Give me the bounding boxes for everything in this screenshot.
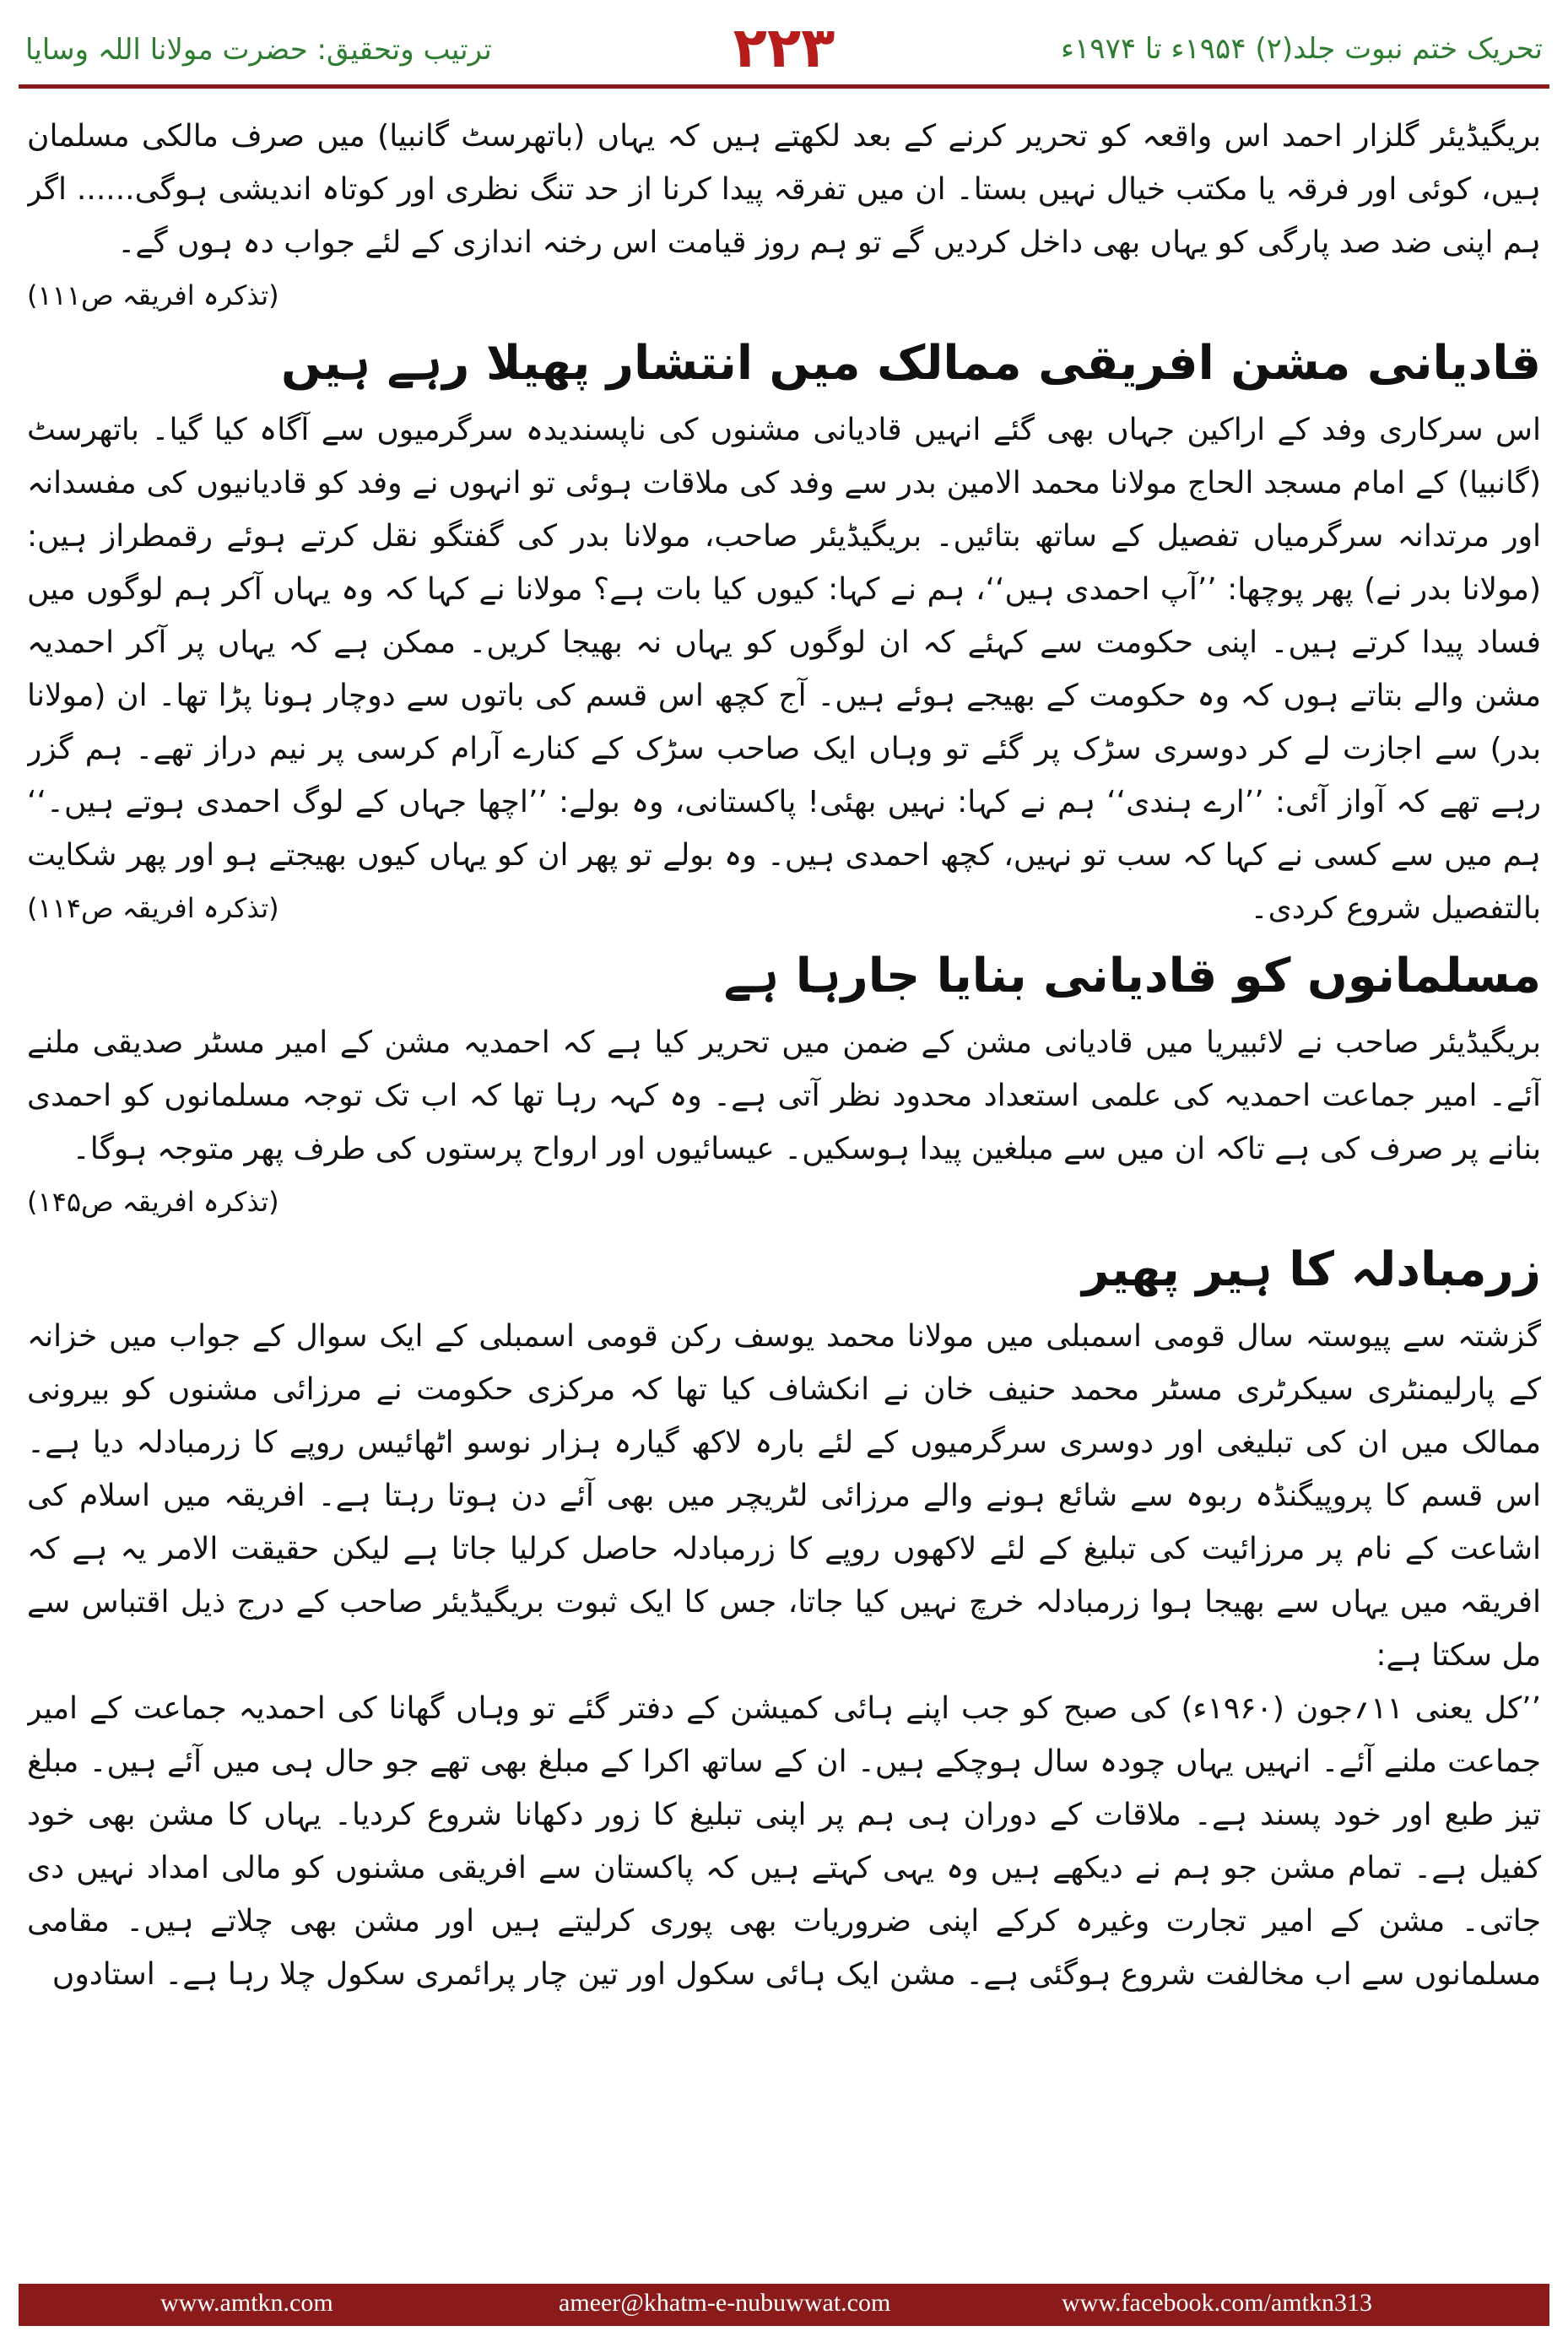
paragraph-text: ’’کل یعنی ۱۱؍جون (۱۹۶۰ء) کی صبح کو جب اپنے ہائی کمیشن کے دفتر گئے تو وہاں گھانا کی احمدیہ جماعت کے امیر جماعت ملنے آئے۔ انہیں یہاں چودہ سال ہوچکے ہیں۔ ان کے ساتھ اکرا کے مبلغ بھی تھے جو حال ہی میں آئے ہیں۔ مبلغ تیز طبع اور خود پسند ہے۔ ملاقات کے دوران ہی ہم پر اپنی تبلیغ کا زور دکھانا شروع کردیا۔ یہاں کا مشن بھی خود کفیل ہے۔ تمام مشن جو ہم نے دیکھے ہیں وہ یہی کہتے ہیں کہ پاکستان سے افریقی مشنوں کو مالی امداد نہیں دی جاتی۔ مشن کے امیر تجارت وغیرہ کرکے اپنی ضروریات بھی پوری کرلیتے ہیں اور مشن بھی چلاتے ہیں۔ مقامی مسلمانوں سے اب مخالفت شروع ہوگئی ہے۔ مشن ایک ہائی سکول اور تین چار پرائمری سکول چلا رہا ہے۔ استادوں [27,1691,1541,1992]
page-header [0,0,1568,93]
paragraph-text: بریگیڈیئر صاحب نے لائبیریا میں قادیانی مشن کے ضمن میں تحریر کیا ہے کہ احمدیہ مشن کے امیر مسٹر صدیقی ملنے آئے۔ امیر جماعت احمدیہ کی علمی استعداد محدود نظر آتی ہے۔ وہ کہہ رہا تھا کہ اب تک توجہ مسلمانوں کو احمدی بنانے پر صرف کی ہے تاکہ ان میں سے مبلغین پیدا ہوسکیں۔ عیسائیوں اور ارواح پرستوں کی طرف پھر متوجہ ہوگا۔ [27,1025,1541,1166]
paragraph-text: اس سرکاری وفد کے اراکین جہاں بھی گئے انہیں قادیانی مشنوں کی ناپسندیدہ سرگرمیوں سے آگاہ کیا گیا۔ باتھرسٹ (گانبیا) کے امام مسجد الحاج مولانا محمد الامین بدر سے وفد کی ملاقات ہوئی تو انہوں نے وفد کو قادیانیوں کی مفسدانہ اور مرتدانہ سرگرمیاں تفصیل کے ساتھ بتائیں۔ بریگیڈیئر صاحب، مولانا بدر کی گفتگو نقل کرتے ہوئے رقمطراز ہیں: (مولانا بدر نے) پھر پوچھا: ’’آپ احمدی ہیں‘‘، ہم نے کہا: کیوں کیا بات ہے؟ مولانا نے کہا کہ وہ یہاں آکر ہم لوگوں میں فساد پیدا کرتے ہیں۔ اپنی حکومت سے کہئے کہ ان لوگوں کو یہاں نہ بھیجا کریں۔ ممکن ہے کہ یہاں پر آکر احمدیہ مشن والے بتاتے ہوں کہ وہ حکومت کے بھیجے ہوئے ہیں۔ آج کچھ اس قسم کی باتوں سے دوچار ہونا پڑا تھا۔ ان (مولانا بدر) سے اجازت لے کر دوسری سڑک پر گئے تو وہاں ایک صاحب سڑک کے کنارے آرام کرسی پر نیم دراز تھے۔ ہم گزر رہے تھے کہ آواز آئی: ’’ارے ہندی‘‘ ہم نے کہا: نہیں بھئی! پاکستانی، وہ بولے: ’’اچھا جہاں کے لوگ احمدی ہوتے ہیں۔‘‘ ہم میں سے کسی نے کہا کہ سب تو نہیں، کچھ احمدی ہیں۔ وہ بولے تو پھر ان کو یہاں کیوں بھیجتے ہو اور پھر شکایت بالتفصیل شروع کردی۔ [27,413,1541,926]
email-link[interactable]: ameer@khatm-e-nubuwwat.com [559,2289,891,2317]
paragraph-text: بریگیڈیئر گلزار احمد اس واقعہ کو تحریر کرنے کے بعد لکھتے ہیں کہ یہاں (باتھرسٹ گانبیا) میں صرف مالکی مسلمان ہیں، کوئی اور فرقہ یا مکتب خیال نہیں بستا۔ ان میں تفرقہ پیدا کرنا از حد تنگ نظری اور کوتاہ اندیشی ہوگی...... اگر ہم اپنی ضد صد پارگی کو یہاں بھی داخل کردیں گے تو ہم روز قیامت اس رخنہ اندازی کے لئے جواب دہ ہوں گے۔ [27,119,1541,260]
paragraph [27,110,1541,311]
paragraph [27,1016,1541,1218]
facebook-link[interactable]: www.facebook.com/amtkn313 [1062,2289,1372,2317]
page-footer [19,2284,1549,2326]
quoted-paragraph [27,1682,1541,2001]
compiler-credit: ترتیب وتحقیق: حضرت مولانا اللہ وسایا [25,33,492,67]
paragraph-text: گزشتہ سے پیوستہ سال قومی اسمبلی میں مولانا محمد یوسف رکن قومی اسمبلی کے ایک سوال کے جواب میں خزانہ کے پارلیمنٹری سیکرٹری مسٹر محمد حنیف خان نے انکشاف کیا تھا کہ مرکزی حکومت نے مرزائی مشنوں کو بیرونی ممالک میں ان کی تبلیغی اور دوسری سرگرمیوں کے لئے بارہ لاکھ گیارہ ہزار نوسو اٹھائیس روپے کا زرمبادلہ دیا ہے۔ اس قسم کا پروپیگنڈہ ربوہ سے شائع ہونے والے مرزائی لٹریچر میں بھی آئے دن ہوتا رہتا ہے۔ افریقہ میں اسلام کی اشاعت کے نام پر مرزائیت کی تبلیغ کے لئے لاکھوں روپے کا زرمبادلہ حاصل کرلیا جاتا ہے لیکن حقیقت الامر یہ ہے کہ افریقہ میں یہاں سے بھیجا ہوا زرمبادلہ خرچ نہیں کیا جاتا، جس کا ایک ثبوت بریگیڈیئر صاحب کے درج ذیل اقتباس سے مل سکتا ہے: [27,1319,1541,1673]
section-heading: مسلمانوں کو قادیانی بنایا جارہا ہے [723,949,1541,1003]
paragraph [27,403,1541,935]
citation: (تذکرہ افریقہ ص۱۴۵) [27,1186,279,1218]
header-divider [19,84,1549,89]
citation: (تذکرہ افریقہ ص۱۱۴) [27,892,279,924]
page-body [27,110,1541,2237]
book-title: تحریک ختم نبوت جلد(۲) ۱۹۵۴ء تا ۱۹۷۴ء [1061,32,1543,66]
section-heading: قادیانی مشن افریقی ممالک میں انتشار پھیلا رہے ہیں [280,336,1541,391]
section-heading: زرمبادلہ کا ہیر پھیر [1082,1242,1541,1297]
website-link[interactable]: www.amtkn.com [160,2289,333,2317]
citation: (تذکرہ افریقہ ص۱۱۱) [27,279,279,311]
page-number: ۲۲۳ [733,15,835,80]
paragraph [27,1310,1541,1682]
